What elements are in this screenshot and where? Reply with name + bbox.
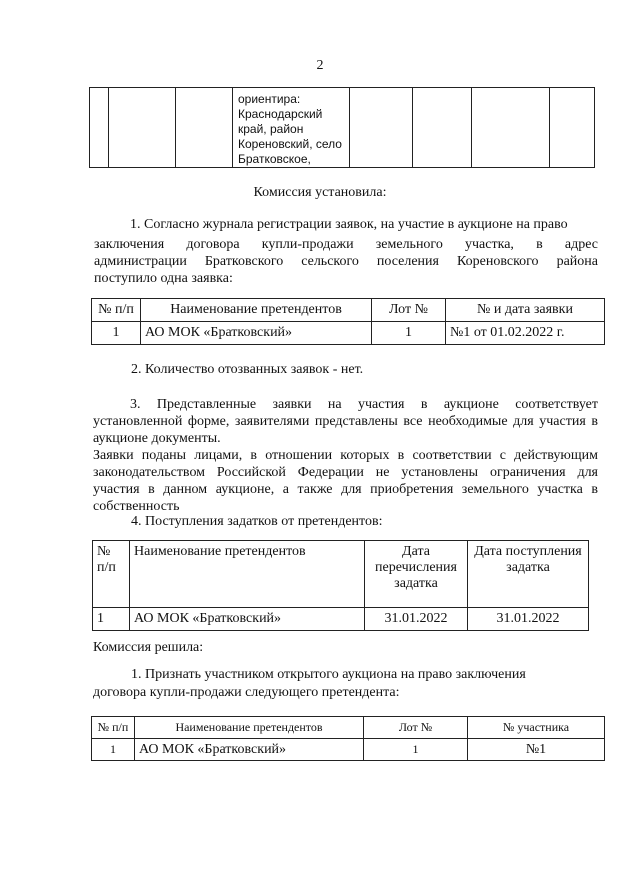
item3-line3: аукционе документы. [93,431,221,446]
col-header: Наименование претендентов [141,299,372,322]
table-header-row [92,717,605,739]
col-header: № участника [468,717,605,739]
item3-line2: установленной форме, заявителями представлены все необходимые для участия в [93,414,598,429]
commission-established-heading: Комиссия установила: [253,185,387,200]
table-row [93,608,589,631]
item3-line5: законодательством Российской Федерации не установлены ограничения для [93,465,598,480]
applications-table [91,298,605,345]
cell: 31.01.2022 [365,608,468,631]
orientir-cell: ориентира: Краснодарский край, район Кореновский, село Братковское, [233,88,350,168]
table-row [92,322,605,345]
item1-line4: поступило одна заявка: [94,271,233,286]
table-row [92,739,605,761]
item3-line1: 3. Представленные заявки на участия в аукционе соответствует [130,397,598,412]
cell: АО МОК «Братковский» [141,322,372,345]
cell: АО МОК «Братковский» [135,739,364,761]
col-header: Наименование претендентов [135,717,364,739]
table-header-row [92,299,605,322]
cell: №1 от 01.02.2022 г. [446,322,605,345]
col-header: Наименование претендентов [130,541,365,608]
cell: АО МОК «Братковский» [130,608,365,631]
decision1-line2: договора купли-продажи следующего претендента: [93,685,400,700]
cell: 1 [364,739,468,761]
cell: 1 [93,608,130,631]
continuation-table [89,87,595,168]
participants-table [91,716,605,761]
cell: 1 [372,322,446,345]
col-header: № п/п [92,717,135,739]
page-number: 2 [316,58,324,73]
item3-line6: участия в данном аукционе, а также для приобретения земельного участка в [93,482,598,497]
item1-line1: 1. Согласно журнала регистрации заявок, на участие в аукционе на право [130,217,568,232]
table-header-row [93,541,589,608]
item4-text: 4. Поступления задатков от претендентов: [131,514,383,529]
table-row [90,88,595,168]
cell: №1 [468,739,605,761]
cell: 1 [92,322,141,345]
cell: 1 [92,739,135,761]
col-header: Дата перечисления задатка [365,541,468,608]
commission-decided-heading: Комиссия решила: [93,640,204,655]
col-header: Дата поступления задатка [468,541,589,608]
item1-line2: заключения договора купли-продажи земельного участка, в адрес [94,237,598,252]
col-header: № п/п [93,541,130,608]
col-header: Лот № [364,717,468,739]
item3-line4: Заявки поданы лицами, в отношении которых в соответствии с действующим [93,448,598,463]
item1-line3: администрации Братковского сельского поселения Кореновского района [94,254,598,269]
col-header: № п/п [92,299,141,322]
deposits-table [92,540,589,631]
item2-text: 2. Количество отозванных заявок - нет. [131,362,364,377]
item3-line7: собственность [93,499,180,514]
col-header: № и дата заявки [446,299,605,322]
col-header: Лот № [372,299,446,322]
decision1-line1: 1. Признать участником открытого аукциона на право заключения [131,667,526,682]
cell: 31.01.2022 [468,608,589,631]
